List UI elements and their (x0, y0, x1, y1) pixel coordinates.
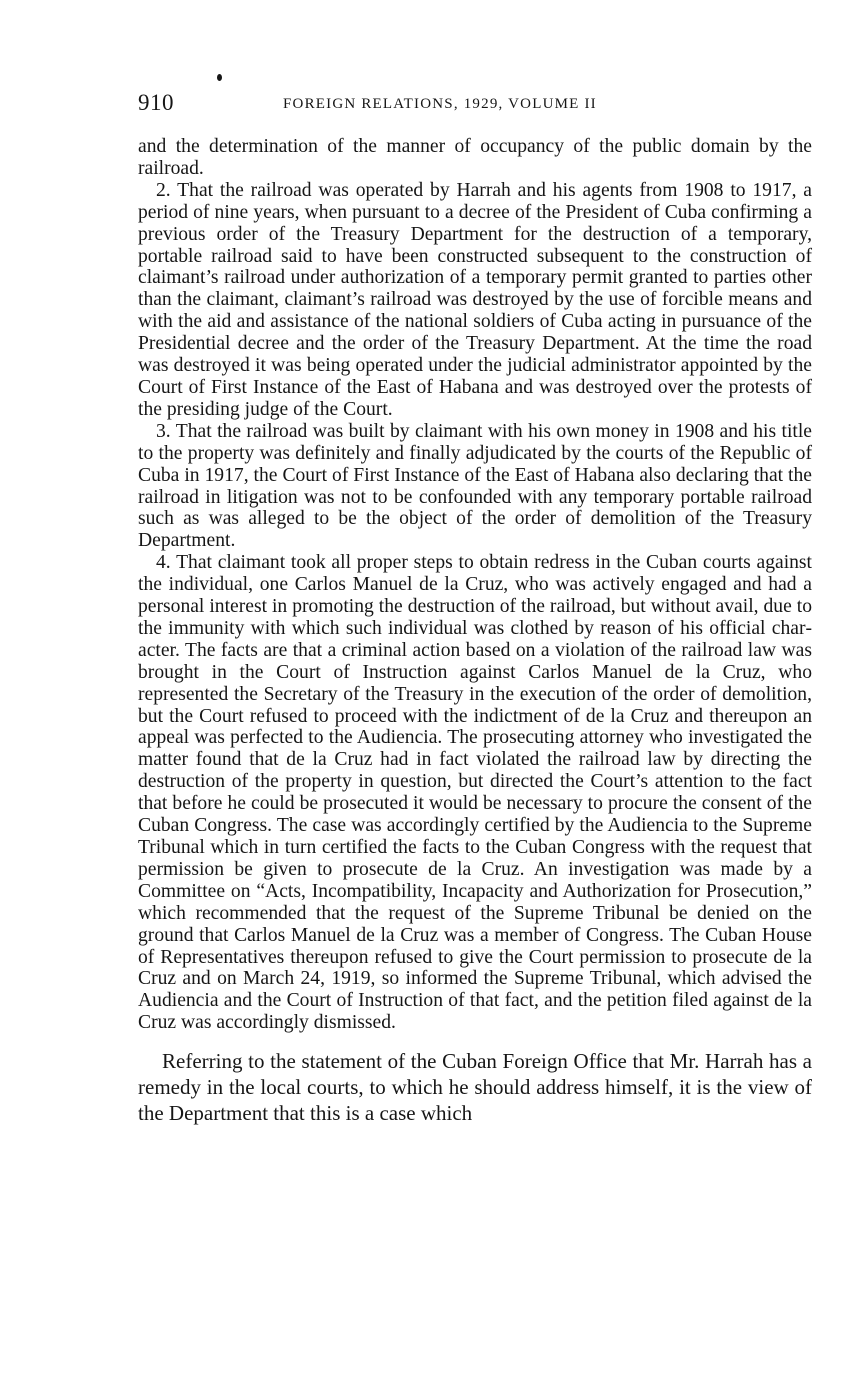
finding-paragraph-4: 4. That claimant took all proper steps to obtain redress in the Cuban courts against the individual, one Carlos Manuel de la Cruz, who was actively engaged and had a personal interest in promoting the destruction of the railroad, but without avail, due to the immunity with which such individual was clothed by reason of his official character. The facts are that a criminal action based on a violation of the railroad law was brought in the Court of Instruction against Carlos Manuel de la Cruz, who represented the Secretary of the Treasury in the execution of the order of demolition, but the Court refused to proceed with the indictment of de la Cruz and thereupon an appeal was perfected to the Audiencia. The prosecuting attorney who investigated the matter found that de la Cruz had in fact violated the railroad law by directing the destruction of the property in question, but directed the Court’s attention to the fact that before he could be prosecuted it would be necessary to procure the consent of the Cuban Congress. The case was accordingly certified by the Audiencia to the Supreme Tribunal which in turn certified the facts to the Cuban Congress with the request that permission be given to prosecute de la Cruz. An investigation was made by a Committee on “Acts, Incompatibility, Incapacity and Authorization for Prosecution,” which recommended that the request of the Supreme Tribunal be denied on the ground that Carlos Manuel de la Cruz was a member of Congress. The Cuban House of Representatives thereupon refused to give the Court permission to prosecute de la Cruz and on March 24, 1919, so informed the Supreme Tribunal, which advised the Audiencia and the Court of Instruction of that fact, and the petition filed against de la Cruz was accordingly dismissed. (138, 552, 812, 1034)
finding-paragraph-3: 3. That the railroad was built by claimant with his own money in 1908 and his title to the property was definitely and finally adjudicated by the courts of the Republic of Cuba in 1917, the Court of First Instance of the East of Habana also declaring that the railroad in litigation was not to be confounded with any temporary portable railroad such as was alleged to be the object of the order of demolition of the Treasury Department. (138, 420, 812, 552)
main-text (138, 1048, 812, 1126)
finding-paragraph-2: 2. That the railroad was operated by Harrah and his agents from 1908 to 1917, a period of nine years, when pursuant to a decree of the President of Cuba confirming a previous order of the Treasury Department for the destruction of a temporary, portable railroad said to have been constructed subsequent to the construction of claimant’s railroad under authorization of a temporary permit granted to parties other than the claimant, claimant’s railroad was destroyed by the use of forcible means and with the aid and assistance of the national soldiers of Cuba acting in pursuance of the Presidential decree and the order of the Treasury Department. At the time the road was destroyed it was being operated under the judicial administrator appointed by the Court of First Instance of the East of Habana and was destroyed over the protests of the presiding judge of the Court. (138, 179, 812, 420)
page-number: 910 (138, 90, 174, 115)
continuation-paragraph: and the determination of the manner of occupancy of the public domain by the railroad. (138, 136, 812, 179)
print-speck (217, 74, 222, 81)
numbered-findings (138, 136, 812, 1034)
page-header (138, 90, 812, 120)
body-text (138, 136, 812, 1126)
department-view-paragraph: Referring to the statement of the Cuban Foreign Office that Mr. Harrah has a remedy in the local courts, to which he should address himself, it is the view of the Department that this is a case which (138, 1049, 812, 1126)
running-head: FOREIGN RELATIONS, 1929, VOLUME II (283, 96, 597, 112)
